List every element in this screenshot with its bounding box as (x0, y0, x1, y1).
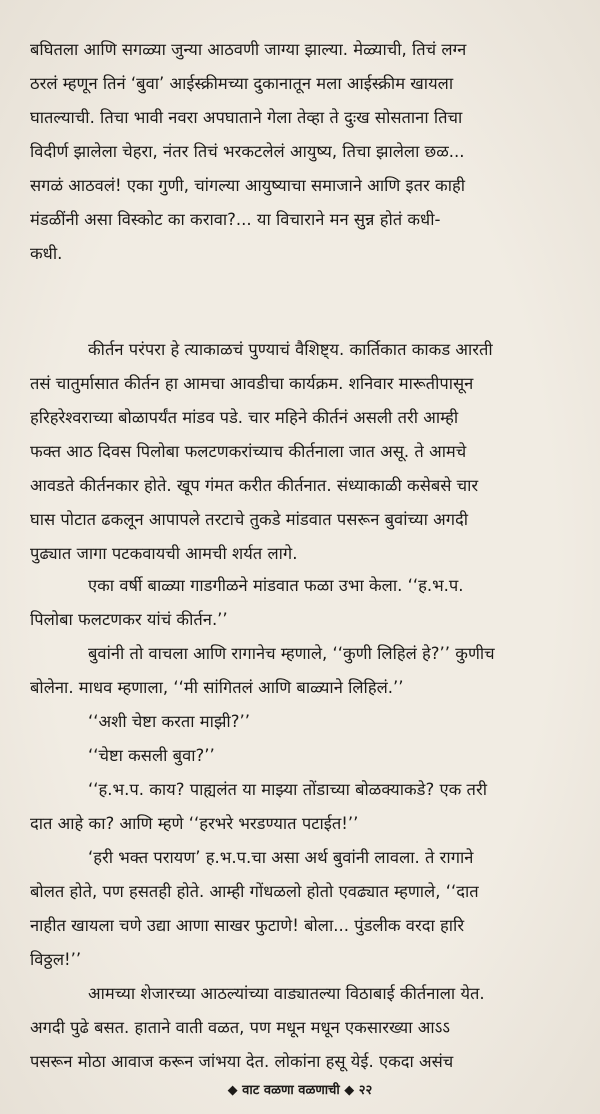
text-line: पसरून मोठा आवाज करून जांभया देत. लोकांना हसू येई. एकदा असंच (30, 1052, 454, 1071)
text-line: अगदी पुढे बसत. हाताने वाती वळत, पण मधून मधून एकसारख्या आऽऽ (30, 1018, 451, 1037)
text-line: सगळं आठवलं! एका गुणी, चांगल्या आयुष्याचा समाजाने आणि इतर काही (30, 176, 465, 195)
text-line: एका वर्षी बाळ्या गाडगीळने मांडवात फळा उभा केला. ‘‘ह.भ.प. (88, 576, 464, 595)
text-line: ‘हरी भक्त परायण’ ह.भ.प.चा असा अर्थ बुवांनी लावला. ते रागाने (88, 848, 474, 867)
text-line: नाहीत खायला चणे उद्या आणा साखर फुटाणे! बोला... पुंडलीक वरदा हारि (30, 916, 465, 935)
text-line: बुवांनी तो वाचला आणि रागानेच म्हणाले, ‘‘कुणी लिहिलं हे?’’ कुणीच (88, 644, 495, 663)
text-line: बघितला आणि सगळ्या जुन्या आठवणी जाग्या झाल्या. मेळ्याची, तिचं लग्न (30, 40, 467, 59)
text-line: बोलेना. माधव म्हणाला, ‘‘मी सांगितलं आणि बाळ्याने लिहिलं.’’ (30, 678, 404, 697)
text-line: ‘‘अशी चेष्टा करता माझी?’’ (88, 712, 250, 731)
text-line: ‘‘ह.भ.प. काय? पाह्यलंत या माझ्या तोंडाच्या बोळक्याकडे? एक तरी (88, 780, 487, 799)
text-line: हरिहरेश्वराच्या बोळापर्यंत मांडव पडे. चार महिने कीर्तनं असली तरी आम्ही (30, 408, 459, 427)
text-line: मंडळींनी असा विस्कोट का करावा?... या विचाराने मन सुन्न होतं कधी- (30, 210, 441, 229)
text-line: घातल्याची. तिचा भावी नवरा अपघाताने गेला तेव्हा ते दुःख सोसताना तिचा (30, 108, 463, 127)
text-line: कधी. (30, 244, 63, 263)
text-line: बोलत होते, पण हसतही होते. आम्ही गोंधळलो होतो एवढ्यात म्हणाले, ‘‘दात (30, 882, 479, 901)
text-line: घास पोटात ढकलून आपापले तरटाचे तुकडे मांडवात पसरून बुवांच्या अगदी (30, 510, 469, 529)
text-line: पिलोबा फलटणकर यांचं कीर्तन.’’ (30, 610, 228, 629)
text-line: ‘‘चेष्टा कसली बुवा?’’ (88, 746, 215, 765)
text-line: आवडते कीर्तनकार होते. खूप गंमत करीत कीर्तनात. संध्याकाळी कसेबसे चार (30, 476, 479, 495)
text-line: दात आहे का? आणि म्हणे ‘‘हरभरे भरडण्यात पटाईत!’’ (30, 814, 359, 833)
page-footer: ◆ वाट वळणा वळणाची ◆ २२ (227, 1083, 373, 1098)
text-line: विदीर्ण झालेला चेहरा, नंतर तिचं भरकटलेलं आयुष्य, तिचा झालेला छळ... (30, 142, 465, 161)
text-line: कीर्तन परंपरा हे त्याकाळचं पुण्याचं वैशिष्ट्य. कार्तिकात काकड आरती (88, 340, 493, 359)
text-line: तसं चातुर्मासात कीर्तन हा आमचा आवडीचा कार्यक्रम. शनिवार मारूतीपासून (30, 374, 474, 393)
text-line: फक्त आठ दिवस पिलोबा फलटणकरांच्याच कीर्तनाला जात असू. ते आमचे (30, 442, 467, 461)
text-line: आमच्या शेजारच्या आठल्यांच्या वाड्यातल्या विठाबाई कीर्तनाला येत. (88, 984, 485, 1003)
text-line: विठ्ठल!’’ (30, 950, 82, 969)
text-line: पुढ्यात जागा पटकवायची आमची शर्यत लागे. (30, 544, 298, 563)
text-line: ठरलं म्हणून तिनं ‘बुवा’ आईस्क्रीमच्या दुकानातून मला आईस्क्रीम खायला (30, 74, 454, 93)
